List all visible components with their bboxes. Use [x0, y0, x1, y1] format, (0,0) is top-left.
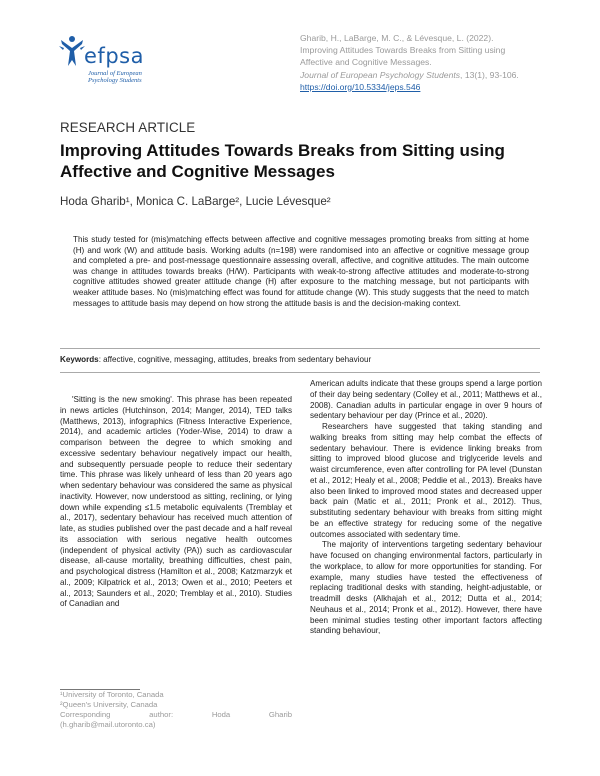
paragraph: 'Sitting is the new smoking'. This phrase has been repeated in news articles (Hutchinson, 2014; Manger, 2014), TED talks (Matthews, 2013), infographics (Fitness Interactive Experience, 2014), and academic articles (Yoder-Wise, 2014) to draw a comparison between the degree to which smoking and excessive sedentary behaviour negatively impact our health, and subsequently persuade people to reduce their sedentary time. This phrase was likely unheard of less than 20 years ago when sedentary behaviour was considered the same as physical inactivity. However, now understood as sitting, reclining, or lying down while expending ≤1.5 metabolic equivalents (Tremblay et al., 2017), sedentary behaviour has received much attention of late, as studies published over the past decade and a half reveal its association with serious negative health outcomes (independent of physical activity (PA)) such as cardiovascular disease, all-cause mortality, breathing difficulties, chest pain, and psychological distress (Hamilton et al., 2008; Katzmarzyk et al., 2009; Kilpatrick et al., 2013; Owen et al., 2010; Peeters et al., 2013; Saunders et al., 2020; Tremblay et al., 2010). Studies of Canadian and: [60, 395, 292, 609]
divider: [60, 348, 540, 349]
paragraph: The majority of interventions targeting sedentary behaviour have focused on changing environmental factors, particularly in the workplace, to allow for more opportunities for standing. For example, many studies have tested the effectiveness of replacing traditional desks with standing, height-adjustable, or treadmill desks (Alkhajah et al., 2012; Dutta et al., 2014; Neuhaus et al., 2014; Pronk et al., 2012). However, there have been minimal studies testing other important factors affecting standing behaviour,: [310, 540, 542, 636]
logo-figure-icon: [58, 34, 86, 68]
citation-line: Improving Attitudes Towards Breaks from Sitting using: [300, 45, 506, 56]
citation-block: [300, 32, 562, 93]
paragraph: Researchers have suggested that taking standing and walking breaks from sitting may help combat the effects of sedentary behaviour. There is evidence linking breaks from sitting to improved blood glucose and triglyceride levels and waist circumference, even after controlling for PA level (Dunstan et al., 2012; Healy et al., 2008; Peddie et al., 2013). Breaks have also been linked to improved mood states and decreased upper back pain (Matic et al., 2011; Pronk et al., 2012). Thus, substituting sedentary behaviour with breaks from sitting might be an effective strategy for reducing some of the negative outcomes associated with sedentary time.: [310, 422, 542, 539]
footnotes: [60, 690, 292, 730]
author-list: Hoda Gharib¹, Monica C. LaBarge², Lucie Lévesque²: [60, 195, 331, 208]
keywords-label: Keywords: [60, 355, 99, 364]
abstract: This study tested for (mis)matching effects between affective and cognitive messages promoting breaks from sitting at home (H) and work (W) and attitude basis. Working adults (n=198) were randomised into an affective or cognitive message group and completed a pre- and post-message questionnaire assessing overall, affective, and cognitive attitudes. The main outcome was change in attitudes towards breaks (H/W). Participants with weak-to-strong affective attitudes and moderate-to-strong cognitive attitudes showed greater attitude change (H) after exposure to the matching message, but not participants with weaker attitude bases. No (mis)matching effect was found for attitude change (W). This study suggests that the need to match messages to attitude basis may depend on how strong the attitude basis is and the decision-making context.: [73, 235, 529, 308]
logo-tagline: Journal of European Psychology Students: [88, 70, 142, 84]
journal-logo: [58, 34, 198, 90]
keywords-list: : affective, cognitive, messaging, attitudes, breaks from sedentary behaviour: [98, 355, 372, 364]
volume-pages: , 13(1), 93-106.: [460, 69, 519, 80]
journal-name: Journal of European Psychology Students: [300, 69, 461, 80]
citation-journal-line: [300, 69, 562, 81]
keywords: [60, 355, 540, 364]
affiliation: ¹University of Toronto, Canada: [60, 690, 164, 699]
author-email[interactable]: (h.gharib@mail.utoronto.ca): [60, 720, 156, 729]
citation-line: Affective and Cognitive Messages.: [300, 57, 432, 68]
body-column-right: [310, 379, 542, 637]
doi-link[interactable]: https://doi.org/10.5334/jeps.546: [300, 81, 421, 92]
citation-line: Gharib, H., LaBarge, M. C., & Lévesque, L. (2022).: [300, 33, 494, 43]
paragraph: American adults indicate that these groups spend a large portion of their day being sedentary (Colley et al., 2011; Matthews et al., 2008). Canadian adults in particular engage in over 9 hours of sedentary behaviour per day (Prince et al., 2020).: [310, 379, 542, 421]
corresponding-author: Corresponding author: Hoda Gharib: [60, 710, 292, 719]
affiliation: ²Queen's University, Canada: [60, 700, 158, 709]
article-type: RESEARCH ARTICLE: [60, 120, 196, 135]
body-column-left: [60, 395, 292, 610]
divider: [60, 372, 540, 373]
article-title: Improving Attitudes Towards Breaks from Sitting using Affective and Cognitive Messages: [60, 141, 505, 181]
logo-wordmark: efpsa: [84, 44, 144, 68]
